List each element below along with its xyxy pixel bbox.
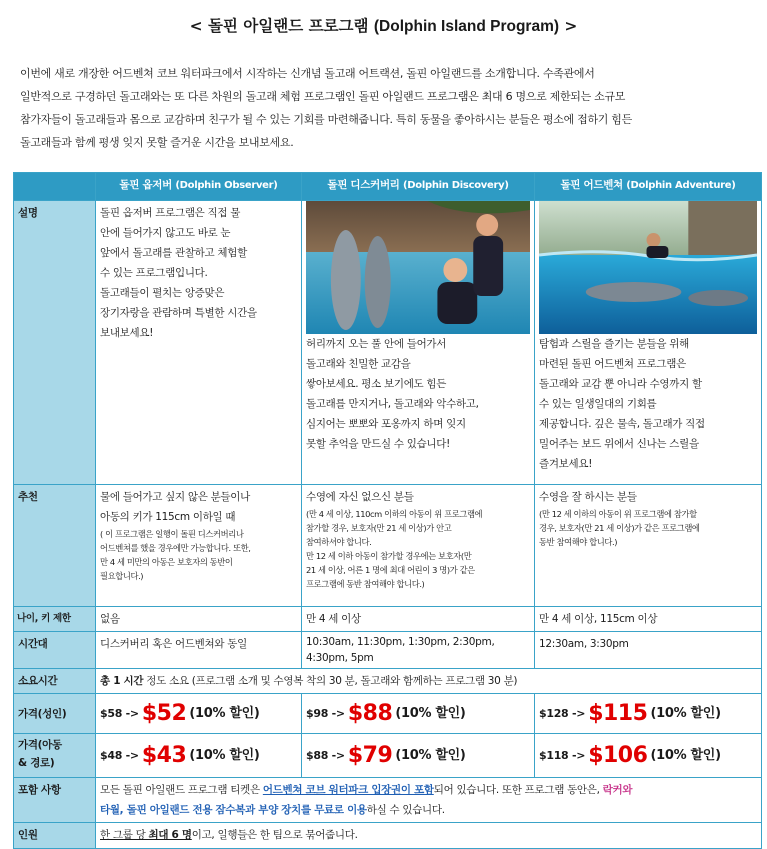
col-header-discovery: 돌핀 디스커버리 (Dolphin Discovery) xyxy=(302,173,535,201)
price-child-row xyxy=(14,734,762,778)
row-label-age: 나이, 키 제한 xyxy=(14,607,96,632)
price-adult-adventure: $128 -> $115 (10% 할인) xyxy=(535,694,762,734)
age-observer: 없음 xyxy=(96,607,302,632)
desc-observer: 돌핀 옵저버 프로그램은 직접 물 안에 들어가지 않고도 바로 눈 앞에서 돌고래를 관찰하고 체험할 수 있는 프로그램입니다. 돌고래들이 펼치는 앙증맞은 장기자랑을 관람하며 특별한 시간을 보내보세요! xyxy=(96,201,302,485)
recommend-row xyxy=(14,485,762,607)
col-header-observer: 돌핀 옵저버 (Dolphin Observer) xyxy=(96,173,302,201)
row-label-time: 시간대 xyxy=(14,632,96,669)
row-label-includes: 포함 사항 xyxy=(14,778,96,823)
duration-value: 총 1 시간 정도 소요 (프로그램 소개 및 수영복 착의 30 분, 돌고래와 함께하는 프로그램 30 분) xyxy=(96,669,762,694)
page-title: < 돌핀 아일랜드 프로그램 (Dolphin Island Program) > xyxy=(189,17,578,35)
price-child-adventure: $118 -> $106 (10% 할인) xyxy=(535,734,762,778)
desc-row xyxy=(14,201,762,485)
recommend-observer: 물에 들어가고 싶지 않은 분들이나 아동의 키가 115cm 이하일 때 ( 이 프로그램은 일행이 돌핀 디스커버리나 어드벤쳐를 했을 경우에만 가능합니다. 또한, 만 4 세 미만의 아동은 보호자의 동반이 필요합니다.) xyxy=(96,485,302,607)
time-adventure: 12:30am, 3:30pm xyxy=(535,632,762,669)
people-row xyxy=(14,823,762,849)
time-discovery: 10:30am, 11:30pm, 1:30pm, 2:30pm, 4:30pm, 5pm xyxy=(302,632,535,669)
includes-row xyxy=(14,778,762,823)
price-adult-row xyxy=(14,694,762,734)
recommend-adventure: 수영을 잘 하시는 분들 (만 12 세 이하의 아동이 위 프로그램에 참가할 경우, 보호자(만 21 세 이상)가 같은 프로그램에 동반 참여해야 합니다.) xyxy=(535,485,762,607)
desc-discovery: 허리까지 오는 풀 안에 들어가서 돌고래와 친밀한 교감을 쌓아보세요. 평소 보기에도 힘든 돌고래를 만지거나, 돌고래와 악수하고, 심지어는 뽀뽀와 포옹까지 하며 잊지 못할 추억을 만드실 수 있습니다! xyxy=(302,201,535,485)
row-label-people: 인원 xyxy=(14,823,96,849)
row-label-price-adult: 가격(성인) xyxy=(14,694,96,734)
age-discovery: 만 4 세 이상 xyxy=(302,607,535,632)
people-value: 한 그룹 당 최대 6 명이고, 일행들은 한 팀으로 묶어줍니다. xyxy=(96,823,762,849)
time-row xyxy=(14,632,762,669)
desc-adventure: 탐험과 스릴을 즐기는 분들을 위해 마련된 돌핀 어드벤쳐 프로그램은 돌고래와 교감 뿐 아니라 수영까지 할 수 있는 일생일대의 기회를 제공합니다. 깊은 물속, 돌고래가 직접 밀어주는 보드 위에서 신나는 스릴을 즐겨보세요! xyxy=(535,201,762,485)
includes-value: 모든 돌핀 아일랜드 프로그램 티켓은 어드벤쳐 코브 워터파크 입장권이 포함되어 있습니다. 또한 프로그램 동안은, 락커와 타월, 돌핀 아일랜드 전용 잠수복과 부양 장치를 무료로 이용하실 수 있습니다. xyxy=(96,778,762,823)
dolphin-adventure-photo xyxy=(539,201,757,335)
price-child-observer: $48 -> $43 (10% 할인) xyxy=(96,734,302,778)
program-table xyxy=(13,172,762,849)
age-row xyxy=(14,607,762,632)
dolphin-discovery-photo xyxy=(306,201,530,335)
age-adventure: 만 4 세 이상, 115cm 이상 xyxy=(535,607,762,632)
duration-row xyxy=(14,669,762,694)
col-header-adventure: 돌핀 어드벤쳐 (Dolphin Adventure) xyxy=(535,173,762,201)
row-label-recommend: 추천 xyxy=(14,485,96,607)
price-child-discovery: $88 -> $79 (10% 할인) xyxy=(302,734,535,778)
intro-paragraph: 이번에 새로 개장한 어드벤쳐 코브 워터파크에서 시작하는 신개념 돌고래 어트랙션, 돌핀 아일랜드를 소개합니다. 수족관에서 일반적으로 구경하던 돌고래와는 또 다른 차원의 돌고래 체험 프로그램인 돌핀 아일랜드 프로그램은 최대 6 명으로 제한되는 소규모 참가자들이 돌고래들과 몸으로 교감하며 친구가 될 수 있는 기회를 마련해줍니다. 특히 동물을 좋아하시는 분들은 평소에 접하기 힘든 돌고래들과 함께 평생 잊지 못할 즐거운 시간을 보내보세요. xyxy=(20,67,632,149)
row-label-duration: 소요시간 xyxy=(14,669,96,694)
header-row xyxy=(14,173,762,201)
price-adult-observer: $58 -> $52 (10% 할인) xyxy=(96,694,302,734)
time-observer: 디스커버리 혹은 어드벤쳐와 동일 xyxy=(96,632,302,669)
row-label-price-child: 가격(아동 & 경로) xyxy=(14,734,96,778)
header-corner xyxy=(14,173,96,201)
row-label-desc: 설명 xyxy=(14,201,96,485)
recommend-discovery: 수영에 자신 없으신 분들 (만 4 세 이상, 110cm 이하의 아동이 위 프로그램에 참가할 경우, 보호자(만 21 세 이상)가 안고 참여하셔야 합니다. 만 12 세 이하 아동이 참가할 경우에는 보호자(만 21 세 이상, 어른 1 명에 최대 어린이 3 명)가 같은 프로그램에 동반 참여해야 합니다.) xyxy=(302,485,535,607)
price-adult-discovery: $98 -> $88 (10% 할인) xyxy=(302,694,535,734)
